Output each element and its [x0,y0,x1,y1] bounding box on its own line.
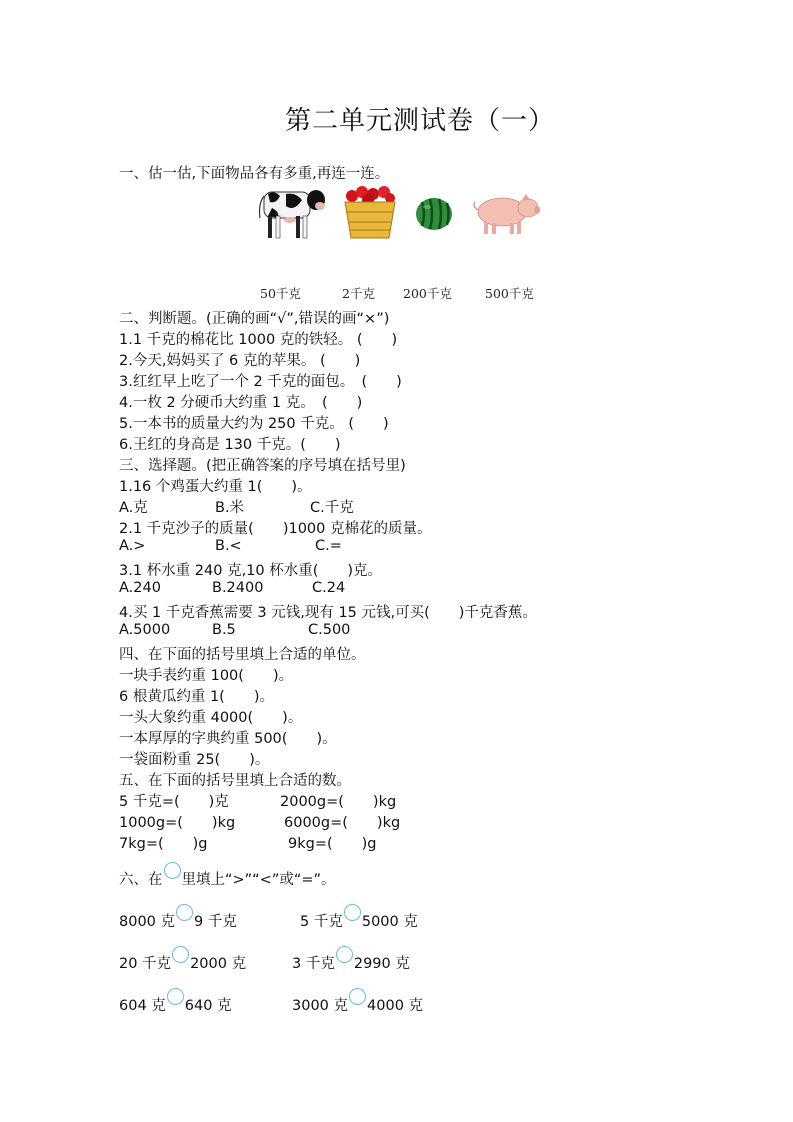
conversion-question: 2000g=( )kg [280,794,397,810]
choice-option: A.克 [119,500,148,516]
compare-item [300,904,418,931]
watermelon-image [414,196,454,232]
pig-image [470,190,540,238]
compare-right: 640 克 [184,998,232,1014]
compare-circle-icon[interactable] [172,946,189,963]
weight-label: 50千克 [260,286,301,301]
conversion-question: 5 千克=( )克 [119,794,229,810]
compare-circle-icon[interactable] [344,904,361,921]
weight-label: 500千克 [485,286,534,301]
compare-right: 9 千克 [194,914,237,930]
choice-question: 4.买 1 千克香蕉需要 3 元钱,现有 15 元钱,可买( )千克香蕉。 [119,605,537,621]
choice-option: C.= [315,538,342,554]
judge-question: 4.一枚 2 分硬币大约重 1 克。 ( ) [119,395,363,411]
judge-question: 3.红红早上吃了一个 2 千克的面包。 ( ) [119,374,402,390]
section-6-heading [119,862,336,889]
compare-left: 5 千克 [300,914,343,930]
compare-item [119,988,232,1015]
compare-circle-icon[interactable] [336,946,353,963]
compare-left: 3000 克 [292,998,349,1014]
section-4-heading: 四、在下面的括号里填上合适的单位。 [119,647,366,663]
compare-left: 20 千克 [119,956,172,972]
compare-circle-icon [164,862,181,879]
page-title: 第二单元测试卷（一） [285,106,556,136]
compare-item [119,946,246,973]
apple-basket-image [342,182,398,242]
section-3-heading: 三、选择题。(把正确答案的序号填在括号里) [119,458,406,474]
unit-question: 6 根黄瓜约重 1( )。 [119,689,274,705]
choice-option: B.米 [215,500,245,516]
section-6-heading-pre: 六、在 [119,872,163,888]
conversion-question: 1000g=( )kg [119,815,236,831]
choice-option: C.24 [312,580,346,596]
compare-left: 3 千克 [292,956,335,972]
section-6-heading-post: 里填上“>”“<”或“=”。 [181,872,336,888]
compare-right: 2990 克 [353,956,410,972]
compare-right: 5000 克 [361,914,418,930]
section-1-heading: 一、估一估,下面物品各有多重,再连一连。 [119,166,390,182]
choice-option: A.> [119,538,146,554]
choice-option: B.< [215,538,242,554]
conversion-question: 6000g=( )kg [284,815,401,831]
choice-question: 3.1 杯水重 240 克,10 杯水重( )克。 [119,563,383,579]
compare-item [119,904,237,931]
compare-left: 604 克 [119,998,166,1014]
judge-question: 1.1 千克的棉花比 1000 克的铁轻。 ( ) [119,332,398,348]
compare-right: 4000 克 [367,998,424,1014]
unit-question: 一块手表约重 100( )。 [119,668,294,684]
unit-question: 一头大象约重 4000( )。 [119,710,303,726]
choice-question: 1.16 个鸡蛋大约重 1( )。 [119,479,312,495]
choice-option: B.5 [212,622,236,638]
weight-label: 2千克 [342,286,375,301]
compare-left: 8000 克 [119,914,176,930]
choice-option: A.240 [119,580,161,596]
choice-option: C.千克 [310,500,354,516]
compare-right: 2000 克 [190,956,247,972]
unit-question: 一本厚厚的字典约重 500( )。 [119,731,337,747]
compare-item [292,988,423,1015]
section-2-heading: 二、判断题。(正确的画“√”,错误的画“×”) [119,311,390,327]
judge-question: 2.今天,妈妈买了 6 克的苹果。 ( ) [119,353,361,369]
cow-image [250,182,328,244]
compare-circle-icon[interactable] [167,988,184,1005]
conversion-question: 9kg=( )g [288,836,377,852]
compare-item [292,946,410,973]
compare-circle-icon[interactable] [176,904,193,921]
weight-label: 200千克 [403,286,452,301]
choice-option: C.500 [308,622,351,638]
judge-question: 6.王红的身高是 130 千克。( ) [119,437,341,453]
choice-option: A.5000 [119,622,171,638]
choice-option: B.2400 [212,580,264,596]
section-5-heading: 五、在下面的括号里填上合适的数。 [119,773,351,789]
compare-circle-icon[interactable] [349,988,366,1005]
choice-question: 2.1 千克沙子的质量( )1000 克棉花的质量。 [119,521,432,537]
unit-question: 一袋面粉重 25( )。 [119,752,270,768]
conversion-question: 7kg=( )g [119,836,208,852]
judge-question: 5.一本书的质量大约为 250 千克。 ( ) [119,416,389,432]
